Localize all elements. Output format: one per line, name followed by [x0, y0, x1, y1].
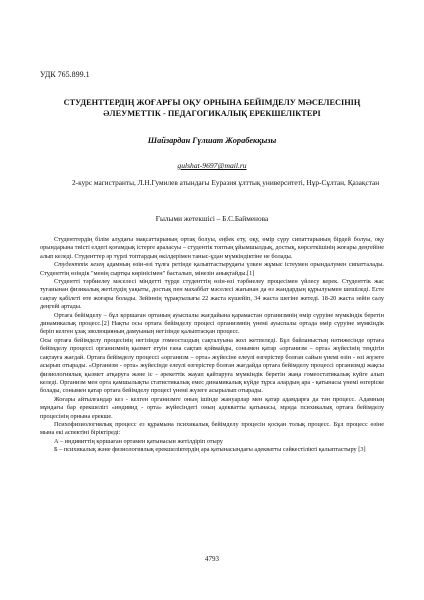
author-email[interactable]: gulshat-9697@mail.ru — [177, 161, 247, 170]
paper-body — [40, 236, 384, 455]
page-number: 4793 — [205, 555, 219, 563]
author-name: Шайзардан Гүлшат Жорабекқызы — [147, 136, 277, 145]
udc-code: УДК 765.899.1 — [40, 70, 90, 79]
author-affiliation: 2-курс магистранты, Л.Н.Гумилев атындағы Еуразия ұлттық университеті, Нұр-Сұлтан, Қазақстан — [72, 178, 380, 187]
paragraph-7: Психофизиологиялық процесс ез құрамына психикалық бейімделу процесін қосқан толық процесс. Бұл процесс өзіне мына екі аспектіні біріктіреді: — [40, 420, 384, 437]
scientific-advisor: Ғылыми жетекшісі – Б.С.Байменова — [155, 214, 269, 223]
paragraph-6: Жоғары айтылғандар кез - келген организмге оның ішінде жануарлар мен қатар адамдарға да тән процесс. Адамның мұндағы бар ерекшелігі «индивид - орта» жүйесіндегі оның адекватты қатынасы, мұнда психикалық ортаға бейімделу процесінің орнына ерекше. — [40, 395, 384, 420]
paragraph-2 — [40, 261, 384, 278]
title-line-2: ӘЛЕУМЕТТІК - ПЕДАГОГИКАЛЫҚ ЕРЕКШЕЛІКТЕРІ — [103, 109, 321, 118]
paragraph-9: Б – психикалық және физиологиялық ерекшеліктердің ара қатынасындағы адекватты сәйкестілікті қалыптастыру [3] — [54, 446, 366, 454]
paragraph-8: А – индивиттің қоршаған ортамен қатынасын жетілдіріп отыру — [54, 437, 223, 445]
title-line-1: СТУДЕНТТЕРДІҢ ЖОҒАРҒЫ ОҚУ ОРНЫНА БЕЙІМДЕЛУ МӘСЕЛЕСІНІҢ — [63, 98, 361, 107]
paragraph-4: Ортаға бейімделу – бұл қоршаған ортаның ауыспалы жағдайына қарамастан организмнің өмір сүруіне мүмкіндік беретін динамикалық процесс.[2] Нақты осы ортаға бейімделу процесі организмнің үнемі ауыспалы ортада өмір сүруіне мүмкіндік беріп келген ұзақ эволюцияның дамуының негізінде қалыптасқан процесс. — [40, 311, 384, 336]
paragraph-1: Студенттердің білім алудағы мақсаттарының ортақ болуы, еңбек ету, оқу, өмір сүру сипаттарының бірдей болуы, оқу орындарына тиісті елдегі қоғамдық істерге араласуы – студентік топтың ұйымшылдық, достық, көрсеткішінің жоғары деңгейіне алып келеді. Студенттер әр түрлі топтардың өкілдерімен таныс-ұдан мүмкіндіктіне не болады. — [40, 236, 384, 260]
paragraph-3: Студентті тәрбиелеу мәселесі міндетті түрде студенттің өзін-өзі тәрбиелеу процесімен үйлесу керек. Студенттік жас туғанынан физикалық жетілудің уақыты, достық пен махаббат мәселесі жағынан да өз жандардың құрылуымен шешіледі. Есте сақтау қабілеті өте жоғары болады. Зейіннің тұрақтылығы 22 жаста күшейіп, 34 жаста шегіне жетеді. 18-20 жаста зейін салу деңгейі артады. — [40, 278, 384, 311]
paper-title — [40, 97, 384, 119]
paragraph-5: Осы ортаға бейімделу процесінің негізінде гомеостаздың сақталуына жол жетпеледі. Бұл байланыстың нәтижесінде ортаға бейімделу процессі организмнің қызмет етуін ғана сақтап қоймайды, сонымен қатар «организм – орта» жүйесінің теңдігін сақтауға жағдай. Ортаға бейімделу процессі «организм – орта» жүйесіне елеулі өзгерістер болған сайын үнемі өзін - өзі жүзеге асырып отырады. «Организм - орта» жүйесінде елеулі өзгерістер болған жағдайда ортаға бейімделу процессі организмді жақсы физиологиялық қызмет атқаруға және іс - әрекеттік жауап қайтаруға мүмкіндік беретін жаңа гомеостатикалық күйге алып келеді. Организм мен орта қамшылықты статистикалық емес динамикалық күйде тұрса алардың ара - қатынасы үнемі өзгеріске болады, сонымен қатар ортаға бейімделу процесі үнемі жүзеге асырылып отырады. — [40, 336, 384, 395]
keyword-student-period: Студенттік кезең — [54, 261, 105, 269]
paragraph-2-text: адамның өзін-өзі тұлға ретінде қалыптастырудағы үлкен жұмыс істеумен орындалумен сипатталады. Студенттің өзіндік "менің сыртқы көрінісімен" басталып, мінезін анықтайды.[1] — [40, 261, 384, 277]
